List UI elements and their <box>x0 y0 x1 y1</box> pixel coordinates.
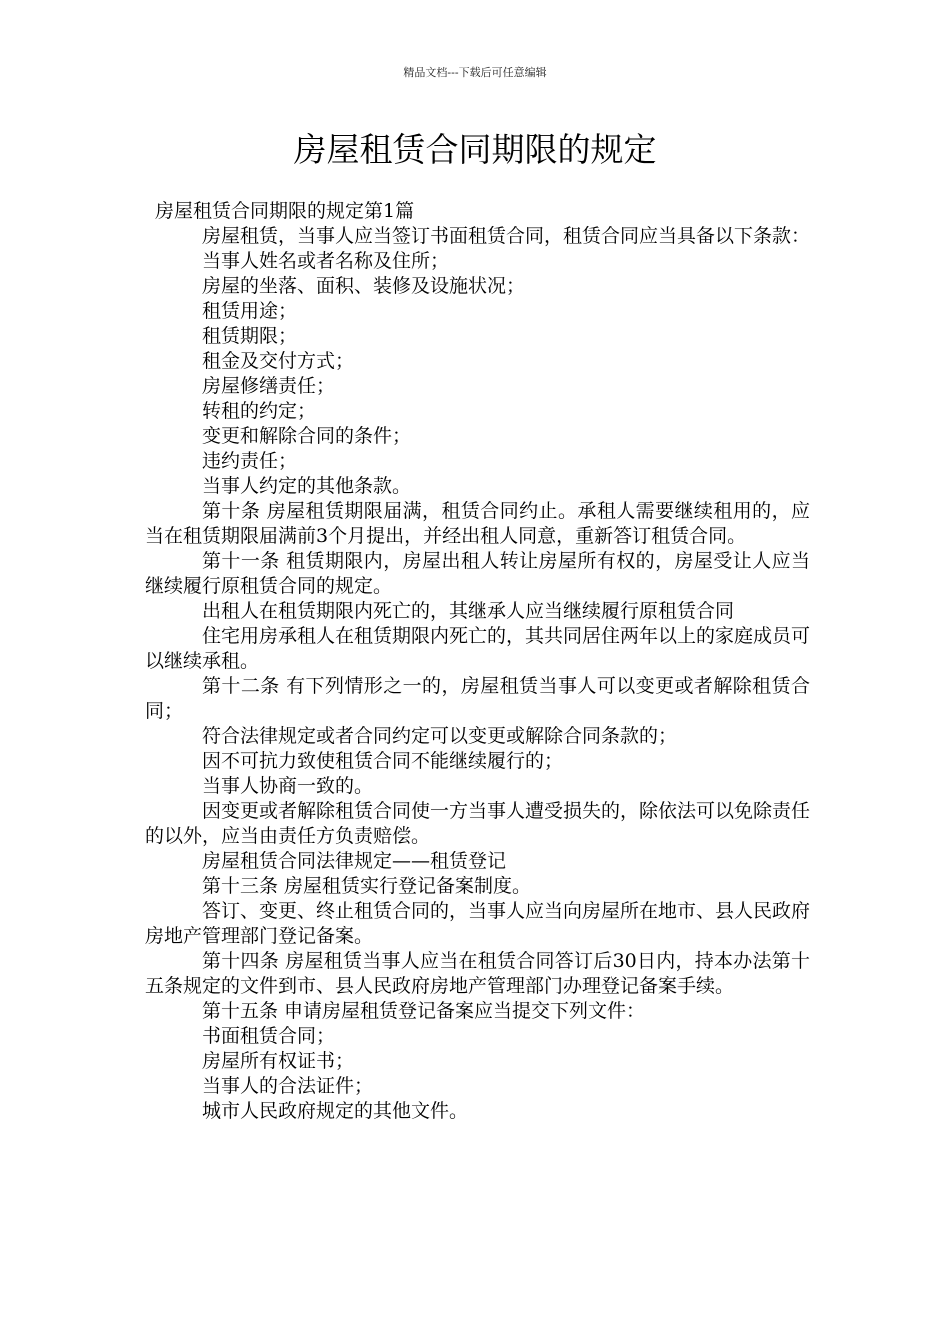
paragraph: 房屋租赁合同法律规定——租赁登记 <box>202 850 507 872</box>
paragraph: 当事人姓名或者名称及住所； <box>202 250 450 272</box>
paragraph: 第十条 房屋租赁期限届满，租赁合同约止。承租人需要继续租用的，应当在租赁期限届满前3个月提出，并经出租人同意，重新答订租赁合同。 <box>145 500 810 547</box>
paragraph: 租金及交付方式； <box>202 350 355 372</box>
document-body <box>145 199 810 1124</box>
paragraph: 因变更或者解除租赁合同使一方当事人遭受损失的，除依法可以免除责任的以外，应当由责任方负责赔偿。 <box>145 800 811 847</box>
paragraph: 违约责任； <box>202 450 298 472</box>
paragraph: 当事人的合法证件； <box>202 1075 374 1097</box>
paragraph-list <box>145 224 810 1124</box>
paragraph: 因不可抗力致使租赁合同不能继续履行的； <box>202 750 564 772</box>
paragraph: 租赁期限； <box>202 325 298 347</box>
paragraph: 第十五条 申请房屋租赁登记备案应当提交下列文件： <box>202 1000 646 1022</box>
paragraph: 第十二条 有下列情形之一的，房屋租赁当事人可以变更或者解除租赁合同； <box>145 675 810 722</box>
header-note: 精品文档---下载后可任意编辑 <box>403 66 547 79</box>
paragraph: 符合法律规定或者合同约定可以变更或解除合同条款的； <box>202 725 678 747</box>
paragraph: 第十四条 房屋租赁当事人应当在租赁合同答订后30日内，持本办法第十五条规定的文件到市、县人民政府房地产管理部门办理登记备案手续。 <box>145 950 810 997</box>
paragraph: 房屋的坐落、面积、装修及设施状况； <box>202 275 526 297</box>
paragraph: 房屋所有权证书； <box>202 1050 355 1072</box>
paragraph: 住宅用房承租人在租赁期限内死亡的，其共同居住两年以上的家庭成员可以继续承租。 <box>145 625 811 672</box>
paragraph: 房屋修缮责任； <box>202 375 336 397</box>
paragraph: 第十三条 房屋租赁实行登记备案制度。 <box>202 875 532 897</box>
paragraph: 转租的约定； <box>202 400 317 422</box>
paragraph: 城市人民政府规定的其他文件。 <box>202 1100 469 1122</box>
paragraph: 出租人在租赁期限内死亡的，其继承人应当继续履行原租赁合同 <box>202 600 735 622</box>
paragraph: 租赁用途； <box>202 300 298 322</box>
paragraph: 当事人约定的其他条款。 <box>202 475 412 497</box>
paragraph: 变更和解除合同的条件； <box>202 425 412 447</box>
document-title: 房屋租赁合同期限的规定 <box>293 130 657 169</box>
section-heading: 房屋租赁合同期限的规定第1篇 <box>155 200 415 222</box>
paragraph: 书面租赁合同； <box>202 1025 336 1047</box>
paragraph: 第十一条 租赁期限内，房屋出租人转让房屋所有权的，房屋受让人应当继续履行原租赁合同的规定。 <box>145 550 810 597</box>
paragraph: 答订、变更、终止租赁合同的，当事人应当向房屋所在地市、县人民政府房地产管理部门登记备案。 <box>145 900 811 947</box>
paragraph: 当事人协商一致的。 <box>202 775 374 797</box>
paragraph: 房屋租赁，当事人应当签订书面租赁合同，租赁合同应当具备以下条款： <box>202 225 811 247</box>
